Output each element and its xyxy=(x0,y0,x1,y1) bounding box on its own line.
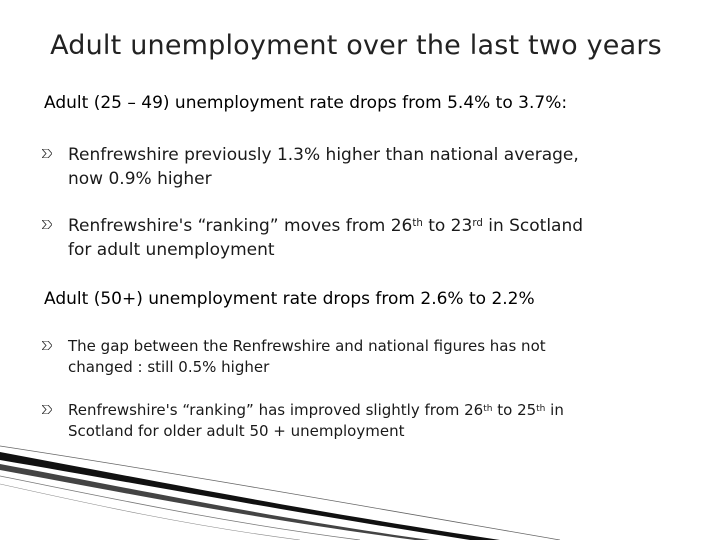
bullet-text-line2: for adult unemployment xyxy=(68,240,275,260)
bullet-text-post: in xyxy=(545,401,564,419)
sweeping-lines-decoration xyxy=(0,440,720,540)
bullet-text xyxy=(68,143,682,191)
diamond-bullet-icon xyxy=(42,149,52,158)
diamond-bullet-icon xyxy=(42,405,52,414)
bullet-text xyxy=(68,336,682,378)
bullet-text-post: in Scotland xyxy=(482,216,584,236)
diamond-bullet-icon xyxy=(42,220,52,229)
bullet-item xyxy=(42,143,682,191)
bullet-text-line2: now 0.9% higher xyxy=(68,169,212,189)
diamond-bullet-icon xyxy=(42,341,52,350)
slide-title: Adult unemployment over the last two years xyxy=(50,30,662,61)
bullet-text-line2: changed : still 0.5% higher xyxy=(68,358,270,376)
bullet-item xyxy=(42,400,682,442)
bullet-text xyxy=(68,400,682,442)
bullet-text-pre: Renfrewshire's “ranking” moves from 26 xyxy=(68,216,413,236)
bullet-item xyxy=(42,336,682,378)
bullet-text-mid: to 23 xyxy=(422,216,473,236)
section-heading-adult-25-49: Adult (25 – 49) unemployment rate drops from 5.4% to 3.7%: xyxy=(44,93,568,113)
superscript: th xyxy=(536,403,546,414)
bullet-text-line1: The gap between the Renfrewshire and national figures has not xyxy=(68,337,546,355)
bullet-text xyxy=(68,214,682,262)
bullet-item xyxy=(42,214,682,262)
bullet-text-pre: Renfrewshire's “ranking” has improved slightly from 26 xyxy=(68,401,484,419)
superscript: rd xyxy=(472,218,483,230)
superscript: th xyxy=(412,218,423,230)
bullet-text-line2: Scotland for older adult 50 + unemployment xyxy=(68,422,405,440)
section-heading-adult-50-plus: Adult (50+) unemployment rate drops from 2.6% to 2.2% xyxy=(44,289,535,309)
bullet-text-mid: to 25 xyxy=(492,401,537,419)
bullet-text-line1: Renfrewshire previously 1.3% higher than national average, xyxy=(68,145,579,165)
superscript: th xyxy=(483,403,493,414)
